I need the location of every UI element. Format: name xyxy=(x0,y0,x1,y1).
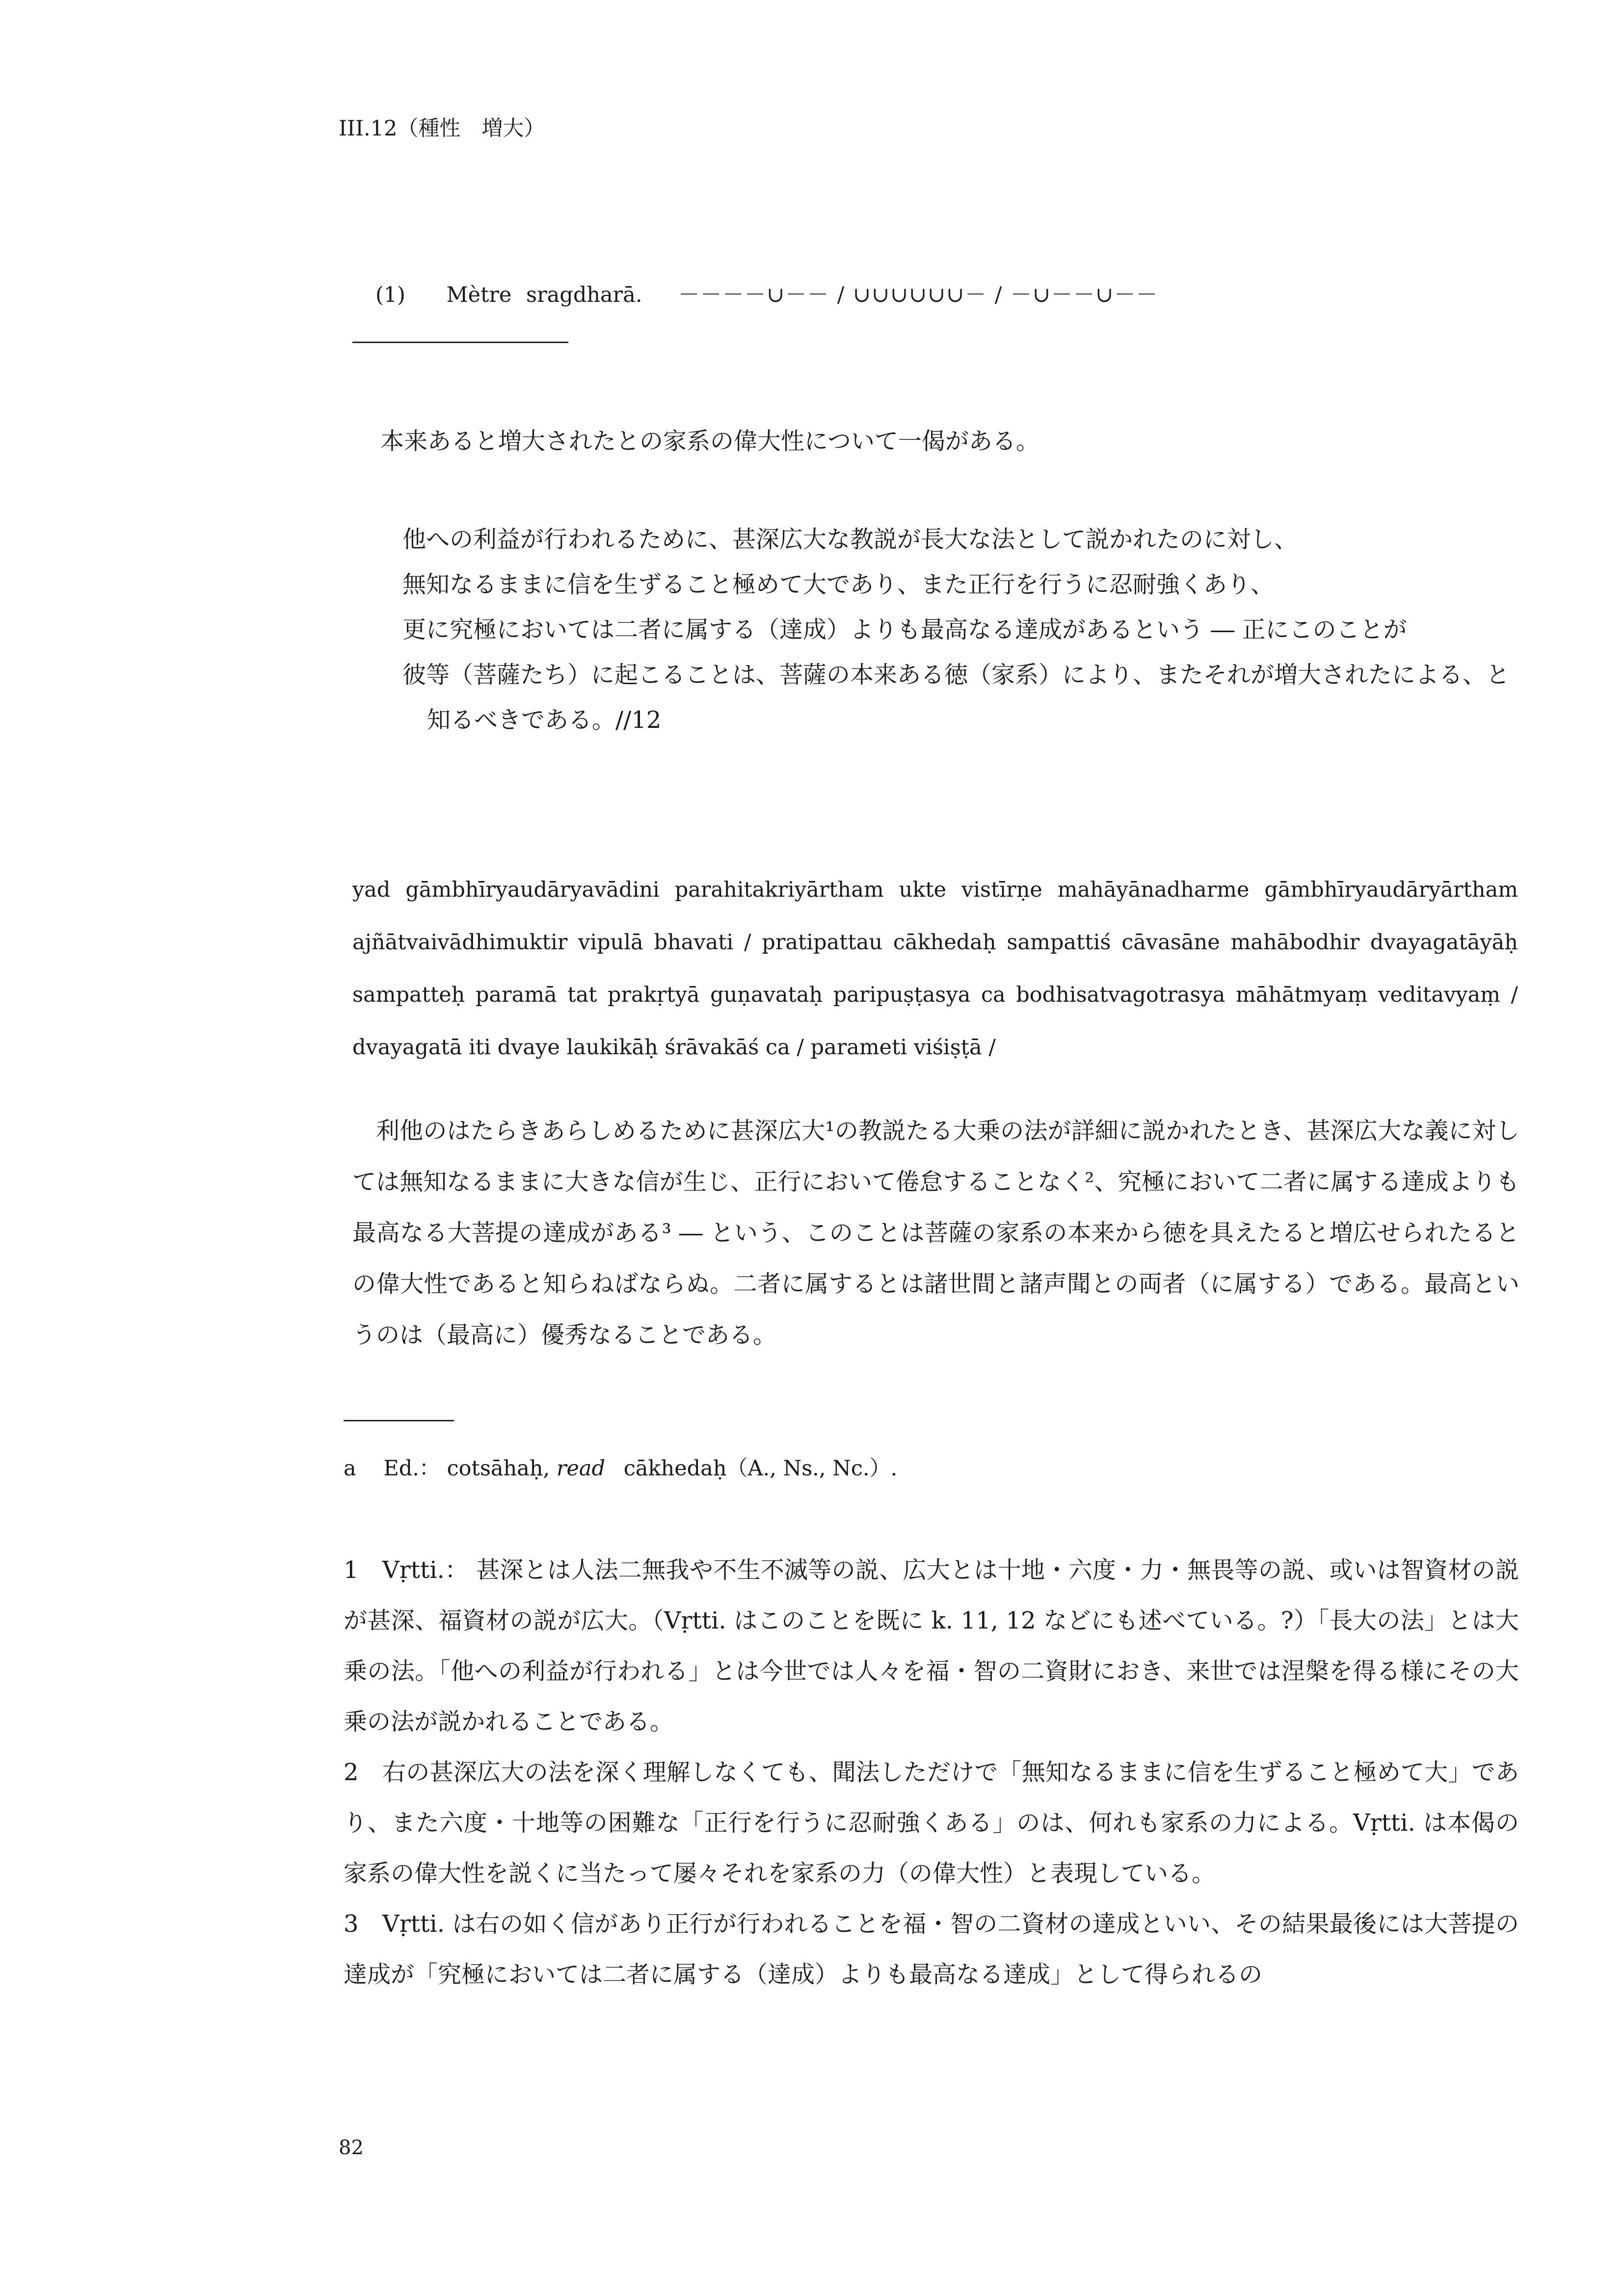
footnote: 1 Vṛtti.： 甚深とは人法二無我や不生不滅等の説、広大とは十地・六度・力・無畏等の説、或いは智資材の説が甚深、福資材の説が広大。（Vṛtti. はこのことを既に k. 11, 12 などにも述べている。?）「長大の法」とは大乗の法。「他への利益が行われる」とは今世では人々を福・智の二資財におき、来世では涅槃を得る様にその大乗の法が説かれることである。 xyxy=(344,1556,1519,1735)
verse-translation xyxy=(402,517,1517,743)
meter-name: sragdharā. xyxy=(526,283,642,307)
page-number: 82 xyxy=(339,2136,364,2159)
verse-line: 無知なるままに信を生ずること極めて大であり、また正行を行うに忍耐強くあり、 xyxy=(402,571,1275,598)
meter-scheme: －－－－∪－－ / ∪∪∪∪∪∪－ / －∪－－∪－－ xyxy=(678,283,1159,307)
translation-text: 利他のはたらきあらしめるために甚深広大¹の教説たる大乗の法が詳細に説かれたとき、甚深広大な義に対しては無知なるままに大きな信が生じ、正行において倦怠することなく²、究極において二者に属する達成よりも最高なる大菩提の達成がある³ ― という、このことは菩薩の家系の本来から徳を具えたると増広せられたるとの偉大性であると知らねばならぬ。二者に属するとは諸世間と諸声聞との両者（に属する）である。最高というのは（最高に）優秀なることである。 xyxy=(352,1117,1519,1349)
footnotes xyxy=(344,1545,1519,2000)
sanskrit-commentary xyxy=(352,864,1518,1074)
meter-line xyxy=(375,278,1158,308)
divider-rule xyxy=(352,342,568,343)
note-a-edition: Ed.： cotsāhaḥ, xyxy=(383,1456,550,1481)
intro-sentence: 本来あると増大されたとの家系の偉大性について一偈がある。 xyxy=(380,427,1040,455)
verse-line: 更に究極においては二者に属する（達成）よりも最高なる達成があるという ― 正にこのことが xyxy=(402,616,1407,643)
commentary-translation xyxy=(352,1105,1519,1361)
verse-line: 彼等（菩薩たち）に起こることは、菩薩の本来ある徳（家系）により、またそれが増大されたによる、と知るべきである。//12 xyxy=(402,661,1510,734)
meter-number: (1) xyxy=(375,283,405,307)
footnote: 3 Vṛtti. は右の如く信があり正行が行われることを福・智の二資材の達成といい、その結果最後には大菩提の達成が「究極においては二者に属する（達成）よりも最高なる達成」として得られるの xyxy=(344,1910,1519,1988)
sanskrit-text: yad gāmbhīryaudāryavādini parahitakriyārtham ukte vistīrṇe mahāyānadharme gāmbhīryaudāryārtham ajñātvaivādhimuktir vipulā bhavati / pratipattau cākhedaḥ sampattiś cāvasāne mahābodhir dvayagatāyāḥ sampatteḥ paramā tat prakṛtyā guṇavataḥ paripuṣṭasya ca bodhisatvagotrasya māhātmyaṃ veditavyaṃ / dvayagatā iti dvaye laukikāḥ śrāvakāś ca / parameti viśiṣṭā / xyxy=(352,878,1518,1060)
meter-label: Mètre xyxy=(446,283,512,307)
verse-line: 他への利益が行われるために、甚深広大な教説が長大な法として説かれたのに対し、 xyxy=(402,526,1298,553)
note-a-read: read xyxy=(556,1456,606,1481)
section-heading: III.12（種性 増大） xyxy=(339,116,545,141)
footnote: 2 右の甚深広大の法を深く理解しなくても、聞法しただけで「無知なるままに信を生ずること極めて大」であり、また六度・十地等の困難な「正行を行うに忍耐強くある」のは、何れも家系の力による。Vṛtti. は本偈の家系の偉大性を説くに当たって屡々それを家系の力（の偉大性）と表現している。 xyxy=(344,1759,1519,1887)
footnote-rule xyxy=(344,1420,454,1421)
note-a-reading: cākhedaḥ（A., Ns., Nc.）. xyxy=(623,1456,898,1481)
textual-note-a xyxy=(344,1452,897,1482)
note-a-label: a xyxy=(344,1456,356,1481)
